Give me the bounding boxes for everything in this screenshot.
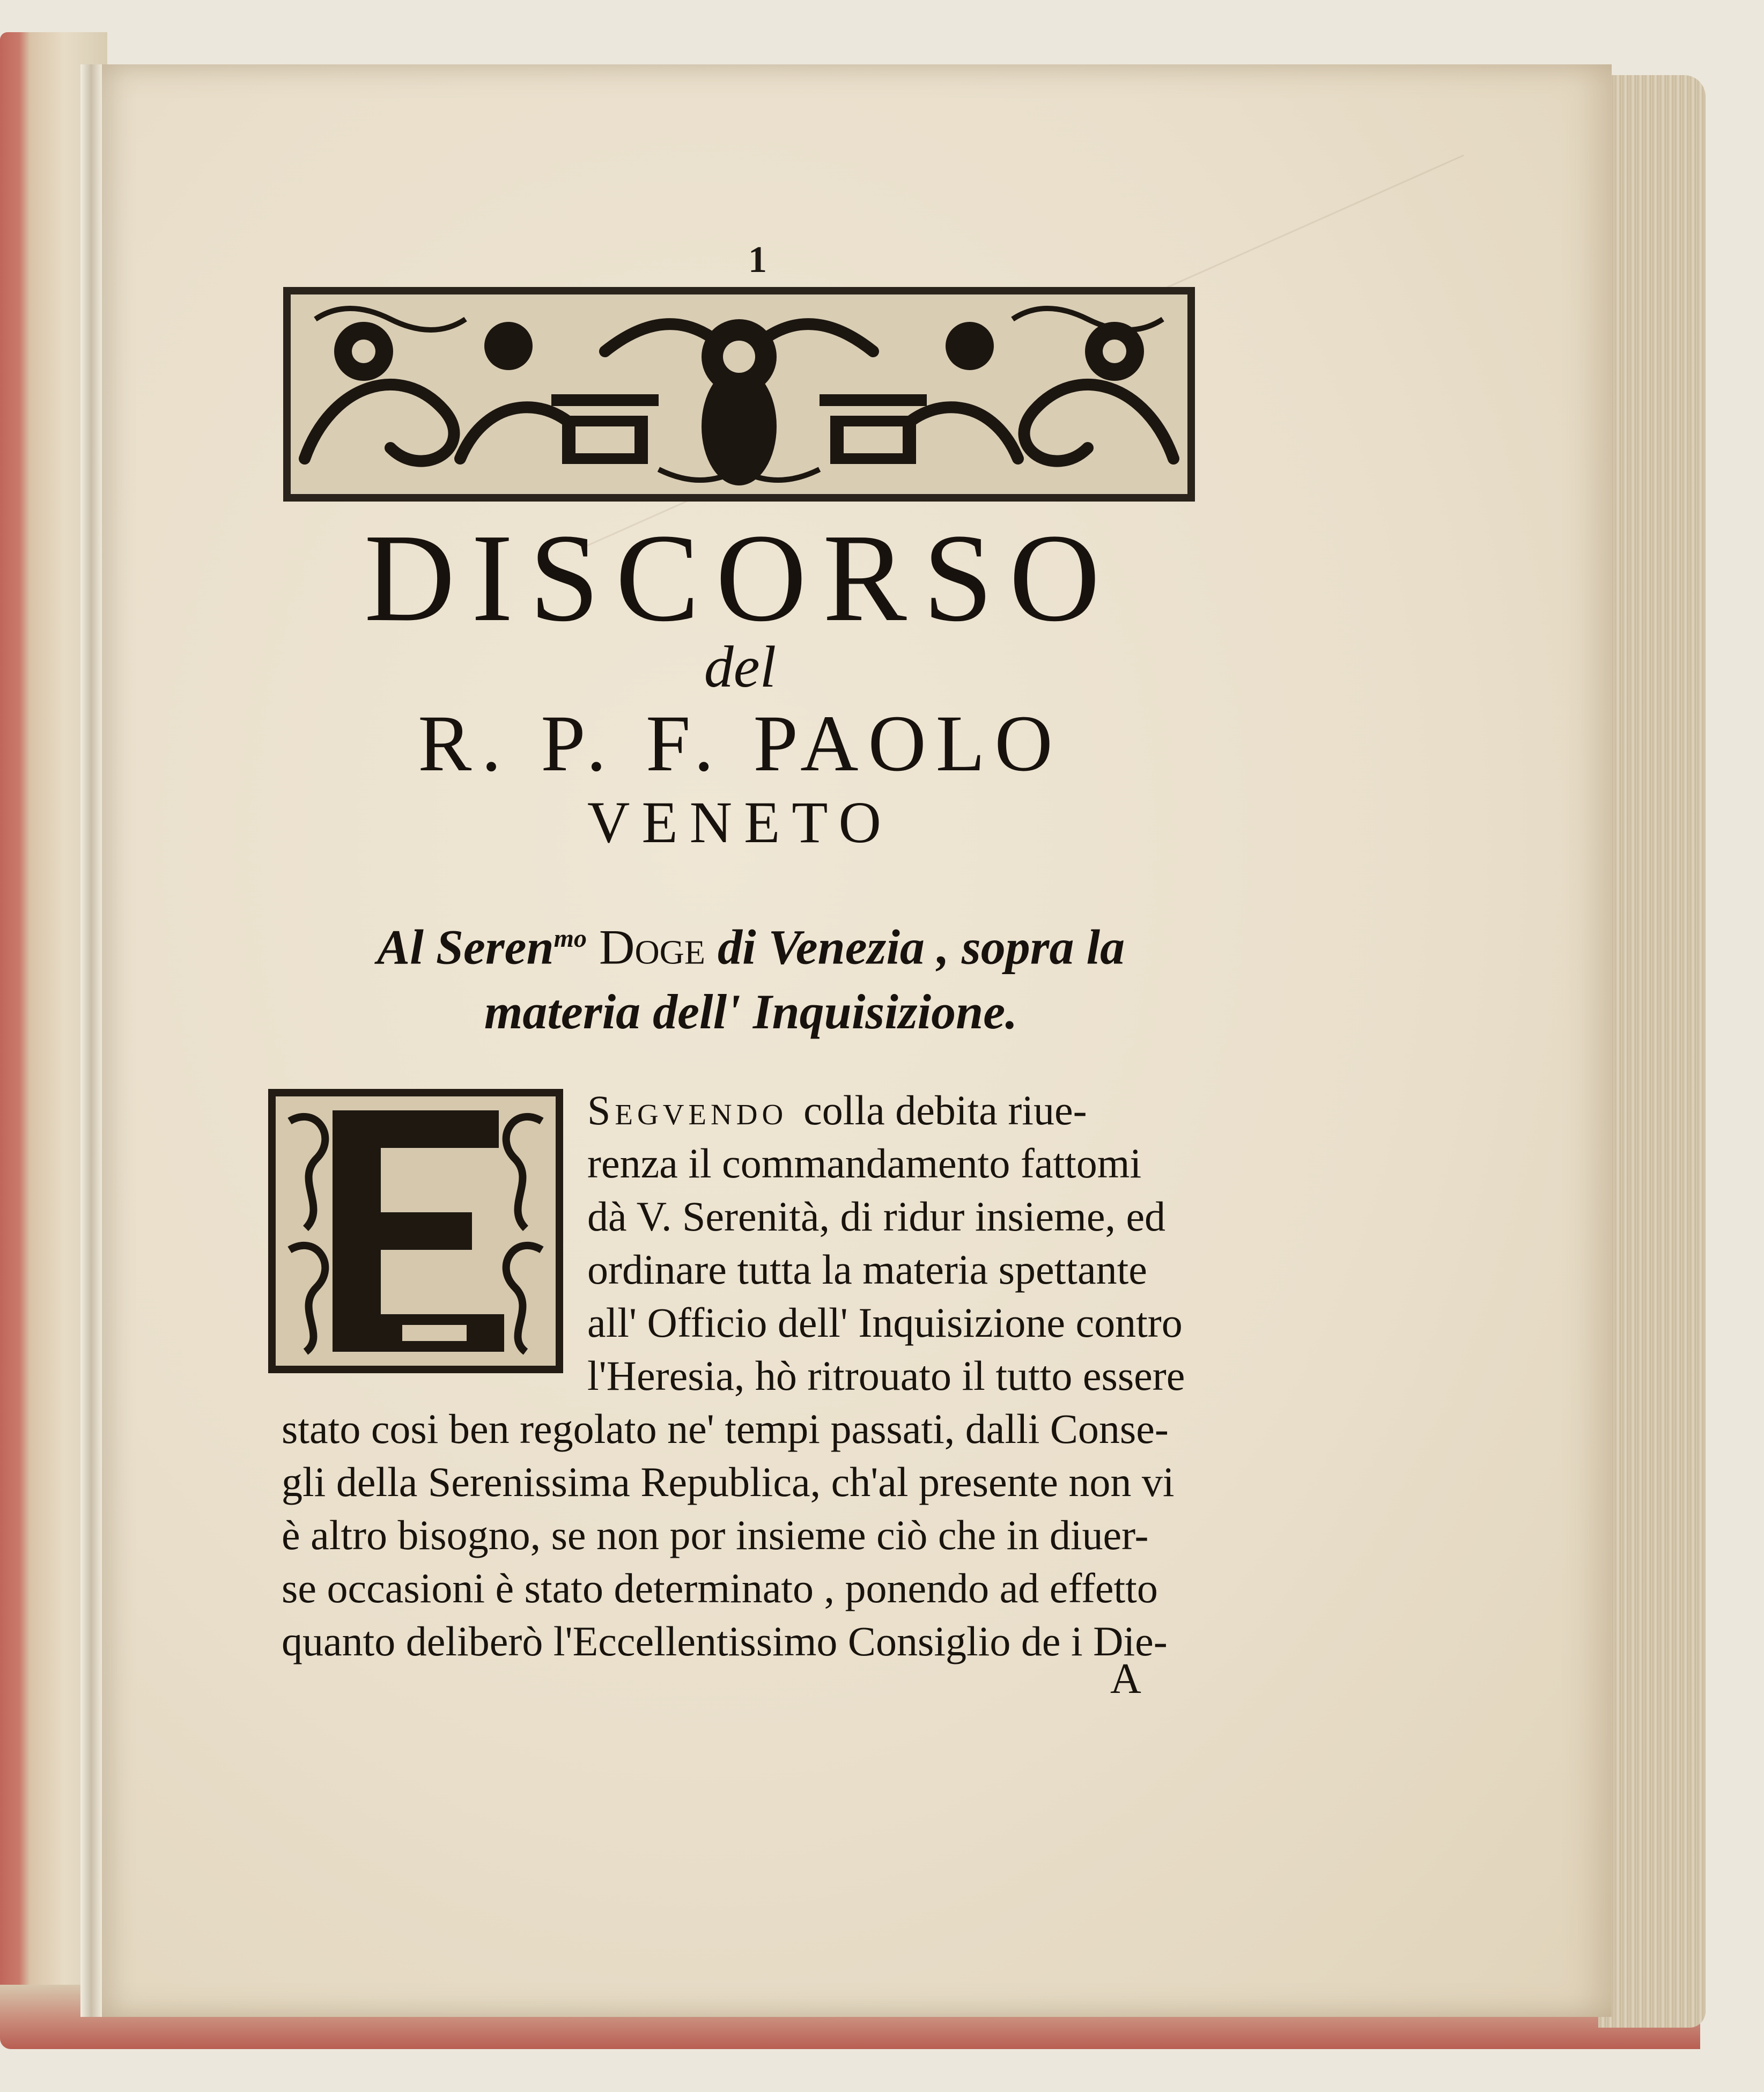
page-number: 1 (748, 239, 767, 281)
title-place: VENETO (587, 790, 893, 855)
body-line: renza il commandamento fattomi (587, 1140, 1142, 1187)
body-line: dà V. Serenità, di ridur insieme, ed (587, 1193, 1166, 1240)
body-line (282, 1084, 1258, 1137)
dedication (290, 907, 1212, 1044)
title-discorso: DISCORSO (364, 508, 1117, 647)
dedication-space (587, 920, 599, 975)
title-del: del (704, 634, 777, 699)
body-line: gli della Serenissima Republica, ch'al presente non vi (282, 1458, 1175, 1505)
dedication-superscript: mo (553, 924, 587, 953)
dedication-line-2: materia dell' Inquisizione. (484, 984, 1018, 1039)
body-line-text: colla debita riue- (803, 1087, 1087, 1133)
body-line: se occasioni è stato determinato , ponendo ad effetto (282, 1565, 1158, 1611)
body-line: stato cosi ben regolato ne' tempi passati, dalli Conse- (282, 1405, 1169, 1452)
body-line: è altro bisogno, se non por insieme ciò che in diuer- (282, 1512, 1149, 1558)
body-line: l'Heresia, hò ritrouato il tutto essere (587, 1352, 1185, 1399)
title-author: R. P. F. PAOLO (418, 699, 1062, 788)
dedication-line-1 (290, 907, 1212, 979)
signature-mark: A (1110, 1655, 1141, 1703)
body-line: ordinare tutta la materia spettante (587, 1246, 1147, 1293)
body-line: quanto deliberò l'Eccellentissimo Consiglio de i Die- (282, 1618, 1168, 1664)
body-opening-word: Segvendo (587, 1087, 788, 1133)
dedication-text-2: di Venezia , sopra la (705, 919, 1125, 975)
page-edges (1598, 75, 1706, 2028)
body-text (282, 1084, 1258, 1668)
dedication-doge: Doge (599, 919, 705, 975)
body-line: all' Officio dell' Inquisizione contro (587, 1299, 1183, 1346)
ornamental-headpiece (283, 287, 1195, 502)
dedication-text: Al Seren (377, 919, 554, 975)
spine-fold (80, 64, 102, 2017)
